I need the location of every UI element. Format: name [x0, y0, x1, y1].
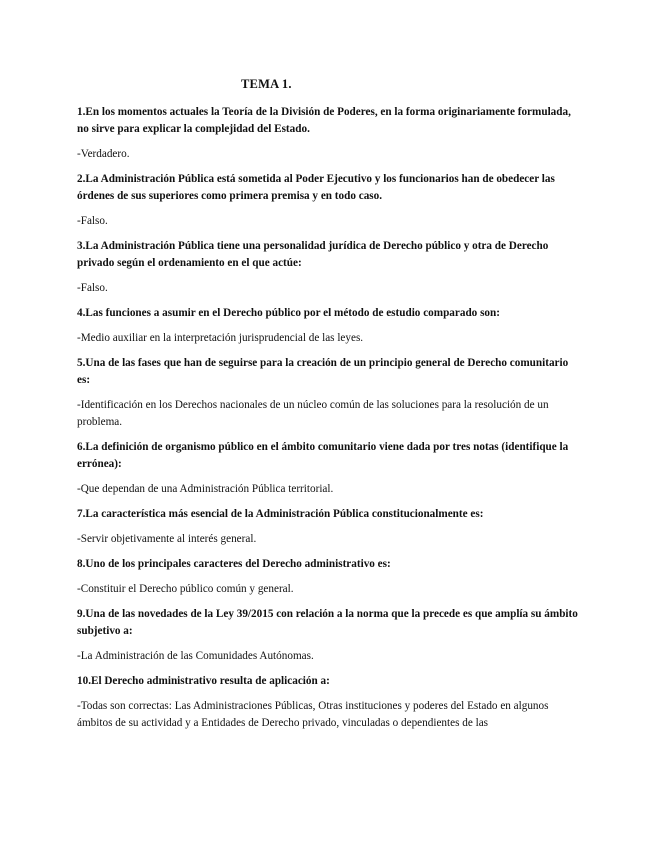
answer-1: -Verdadero.: [77, 148, 130, 160]
qa-item-7: [77, 506, 579, 548]
qa-item-2: [77, 171, 579, 230]
question-1: 1.En los momentos actuales la Teoría de la División de Poderes, en la forma originariamente formulada, no sirve para explicar la complejidad del Estado.: [77, 106, 571, 135]
question-2: 2.La Administración Pública está sometida al Poder Ejecutivo y los funcionarios han de obedecer las órdenes de sus superiores como primera premisa y en todo caso.: [77, 173, 555, 202]
question-5: 5.Una de las fases que han de seguirse para la creación de un principio general de Derecho comunitario es:: [77, 357, 569, 386]
answer-3: -Falso.: [77, 282, 108, 294]
qa-item-5: [77, 355, 579, 431]
qa-item-8: [77, 556, 579, 598]
qa-item-9: [77, 606, 579, 665]
question-10: 10.El Derecho administrativo resulta de aplicación a:: [77, 675, 330, 687]
answer-4: -Medio auxiliar en la interpretación jurisprudencial de las leyes.: [77, 332, 364, 344]
document-title: TEMA 1.: [241, 77, 292, 91]
question-6: 6.La definición de organismo público en el ámbito comunitario viene dada por tres notas (identifique la errónea):: [77, 441, 569, 470]
qa-item-4: [77, 305, 579, 347]
answer-6: -Que dependan de una Administración Pública territorial.: [77, 483, 334, 495]
question-9: 9.Una de las novedades de la Ley 39/2015 con relación a la norma que la precede es que amplía su ámbito subjetivo a:: [77, 608, 578, 637]
answer-2: -Falso.: [77, 215, 108, 227]
question-8: 8.Uno de los principales caracteres del Derecho administrativo es:: [77, 558, 391, 570]
qa-item-3: [77, 238, 579, 297]
answer-7: -Servir objetivamente al interés general.: [77, 533, 257, 545]
question-7: 7.La característica más esencial de la Administración Pública constitucionalmente es:: [77, 508, 484, 520]
qa-item-1: [77, 104, 579, 163]
answer-5: -Identificación en los Derechos nacionales de un núcleo común de las soluciones para la resolución de un problema.: [77, 399, 549, 428]
answer-10: -Todas son correctas: Las Administraciones Públicas, Otras instituciones y poderes del Estado en algunos ámbitos de su actividad y a Entidades de Derecho privado, vinculadas o dependientes de las: [77, 700, 549, 729]
answer-8: -Constituir el Derecho público común y general.: [77, 583, 294, 595]
answer-9: -La Administración de las Comunidades Autónomas.: [77, 650, 314, 662]
question-3: 3.La Administración Pública tiene una personalidad jurídica de Derecho público y otra de Derecho privado según el ordenamiento en el que actúe:: [77, 240, 549, 269]
qa-item-6: [77, 439, 579, 498]
qa-item-10: [77, 673, 579, 732]
question-4: 4.Las funciones a asumir en el Derecho público por el método de estudio comparado son:: [77, 307, 500, 319]
